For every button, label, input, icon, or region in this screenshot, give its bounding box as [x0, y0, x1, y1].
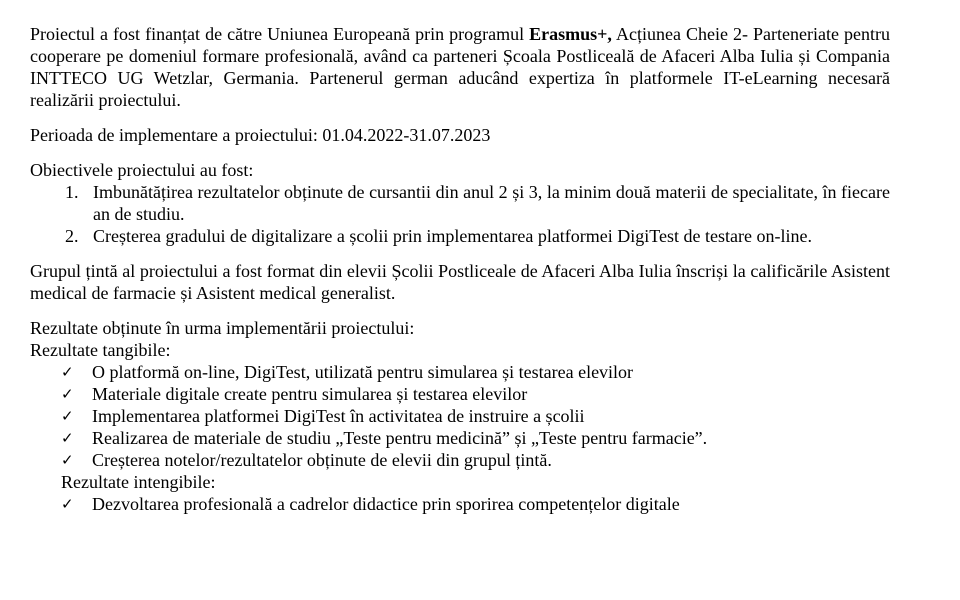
intro-paragraph — [30, 23, 890, 111]
list-item — [30, 427, 890, 449]
intangible-results-heading: Rezultate intengibile: — [61, 472, 216, 492]
checkmark-icon: ✓ — [61, 451, 74, 469]
result-text: Realizarea de materiale de studiu „Teste pentru medicină” și „Teste pentru farmacie”. — [92, 428, 708, 448]
list-item — [30, 361, 890, 383]
target-group-paragraph: Grupul țintă al proiectului a fost format din elevii Școlii Postliceale de Afaceri Alba Iulia înscriși la calificările Asistent medical de farmacie și Asistent medical generalist. — [30, 261, 890, 303]
program-name: Erasmus+, — [529, 24, 612, 44]
result-text: Materiale digitale create pentru simularea și testarea elevilor — [92, 384, 528, 404]
item-number: 2. — [65, 226, 79, 246]
item-number: 1. — [65, 182, 79, 202]
result-text: Creșterea notelor/rezultatelor obținute de elevii din grupul țintă. — [92, 450, 552, 470]
objective-text: Creșterea gradului de digitalizare a școlii prin implementarea platformei DigiTest de testare on-line. — [93, 226, 812, 246]
result-text: Dezvoltarea profesională a cadrelor didactice prin sporirea competențelor digitale — [92, 494, 680, 514]
list-item — [30, 493, 890, 515]
list-item — [30, 181, 890, 225]
results-heading: Rezultate obținute în urma implementării proiectului: — [30, 318, 415, 338]
document-body — [30, 23, 890, 515]
list-item — [30, 225, 890, 247]
checkmark-icon: ✓ — [61, 495, 74, 513]
result-text: O platformă on-line, DigiTest, utilizată pentru simularea și testarea elevilor — [92, 362, 634, 382]
tangible-results-list — [30, 361, 890, 471]
checkmark-icon: ✓ — [61, 407, 74, 425]
objectives-list — [30, 181, 890, 247]
list-item — [30, 383, 890, 405]
intro-text-end: Acțiunea Cheie 2- Parteneriate pentru cooperare pe domeniul formare profesională, având ca parteneri Școala Postliceală de Afaceri Alba Iulia și Compania INTTECO UG Wetzlar, Germania. Partenerul german aducând expertiza în platformele IT-eLearning necesară realizării proiectului. — [30, 24, 890, 110]
tangible-results-heading: Rezultate tangibile: — [30, 340, 171, 360]
checkmark-icon: ✓ — [61, 385, 74, 403]
list-item — [30, 405, 890, 427]
checkmark-icon: ✓ — [61, 363, 74, 381]
implementation-period: Perioada de implementare a proiectului: 01.04.2022-31.07.2023 — [30, 125, 491, 145]
intangible-results-list — [30, 493, 890, 515]
intro-text-start: Proiectul a fost finanțat de către Uniunea Europeană prin programul — [30, 24, 530, 44]
list-item — [30, 449, 890, 471]
objective-text: Imbunătățirea rezultatelor obținute de cursantii din anul 2 și 3, la minim două materii de specialitate, în fiecare an de studiu. — [93, 182, 890, 224]
objectives-heading: Obiectivele proiectului au fost: — [30, 160, 254, 180]
checkmark-icon: ✓ — [61, 429, 74, 447]
result-text: Implementarea platformei DigiTest în activitatea de instruire a școlii — [92, 406, 585, 426]
